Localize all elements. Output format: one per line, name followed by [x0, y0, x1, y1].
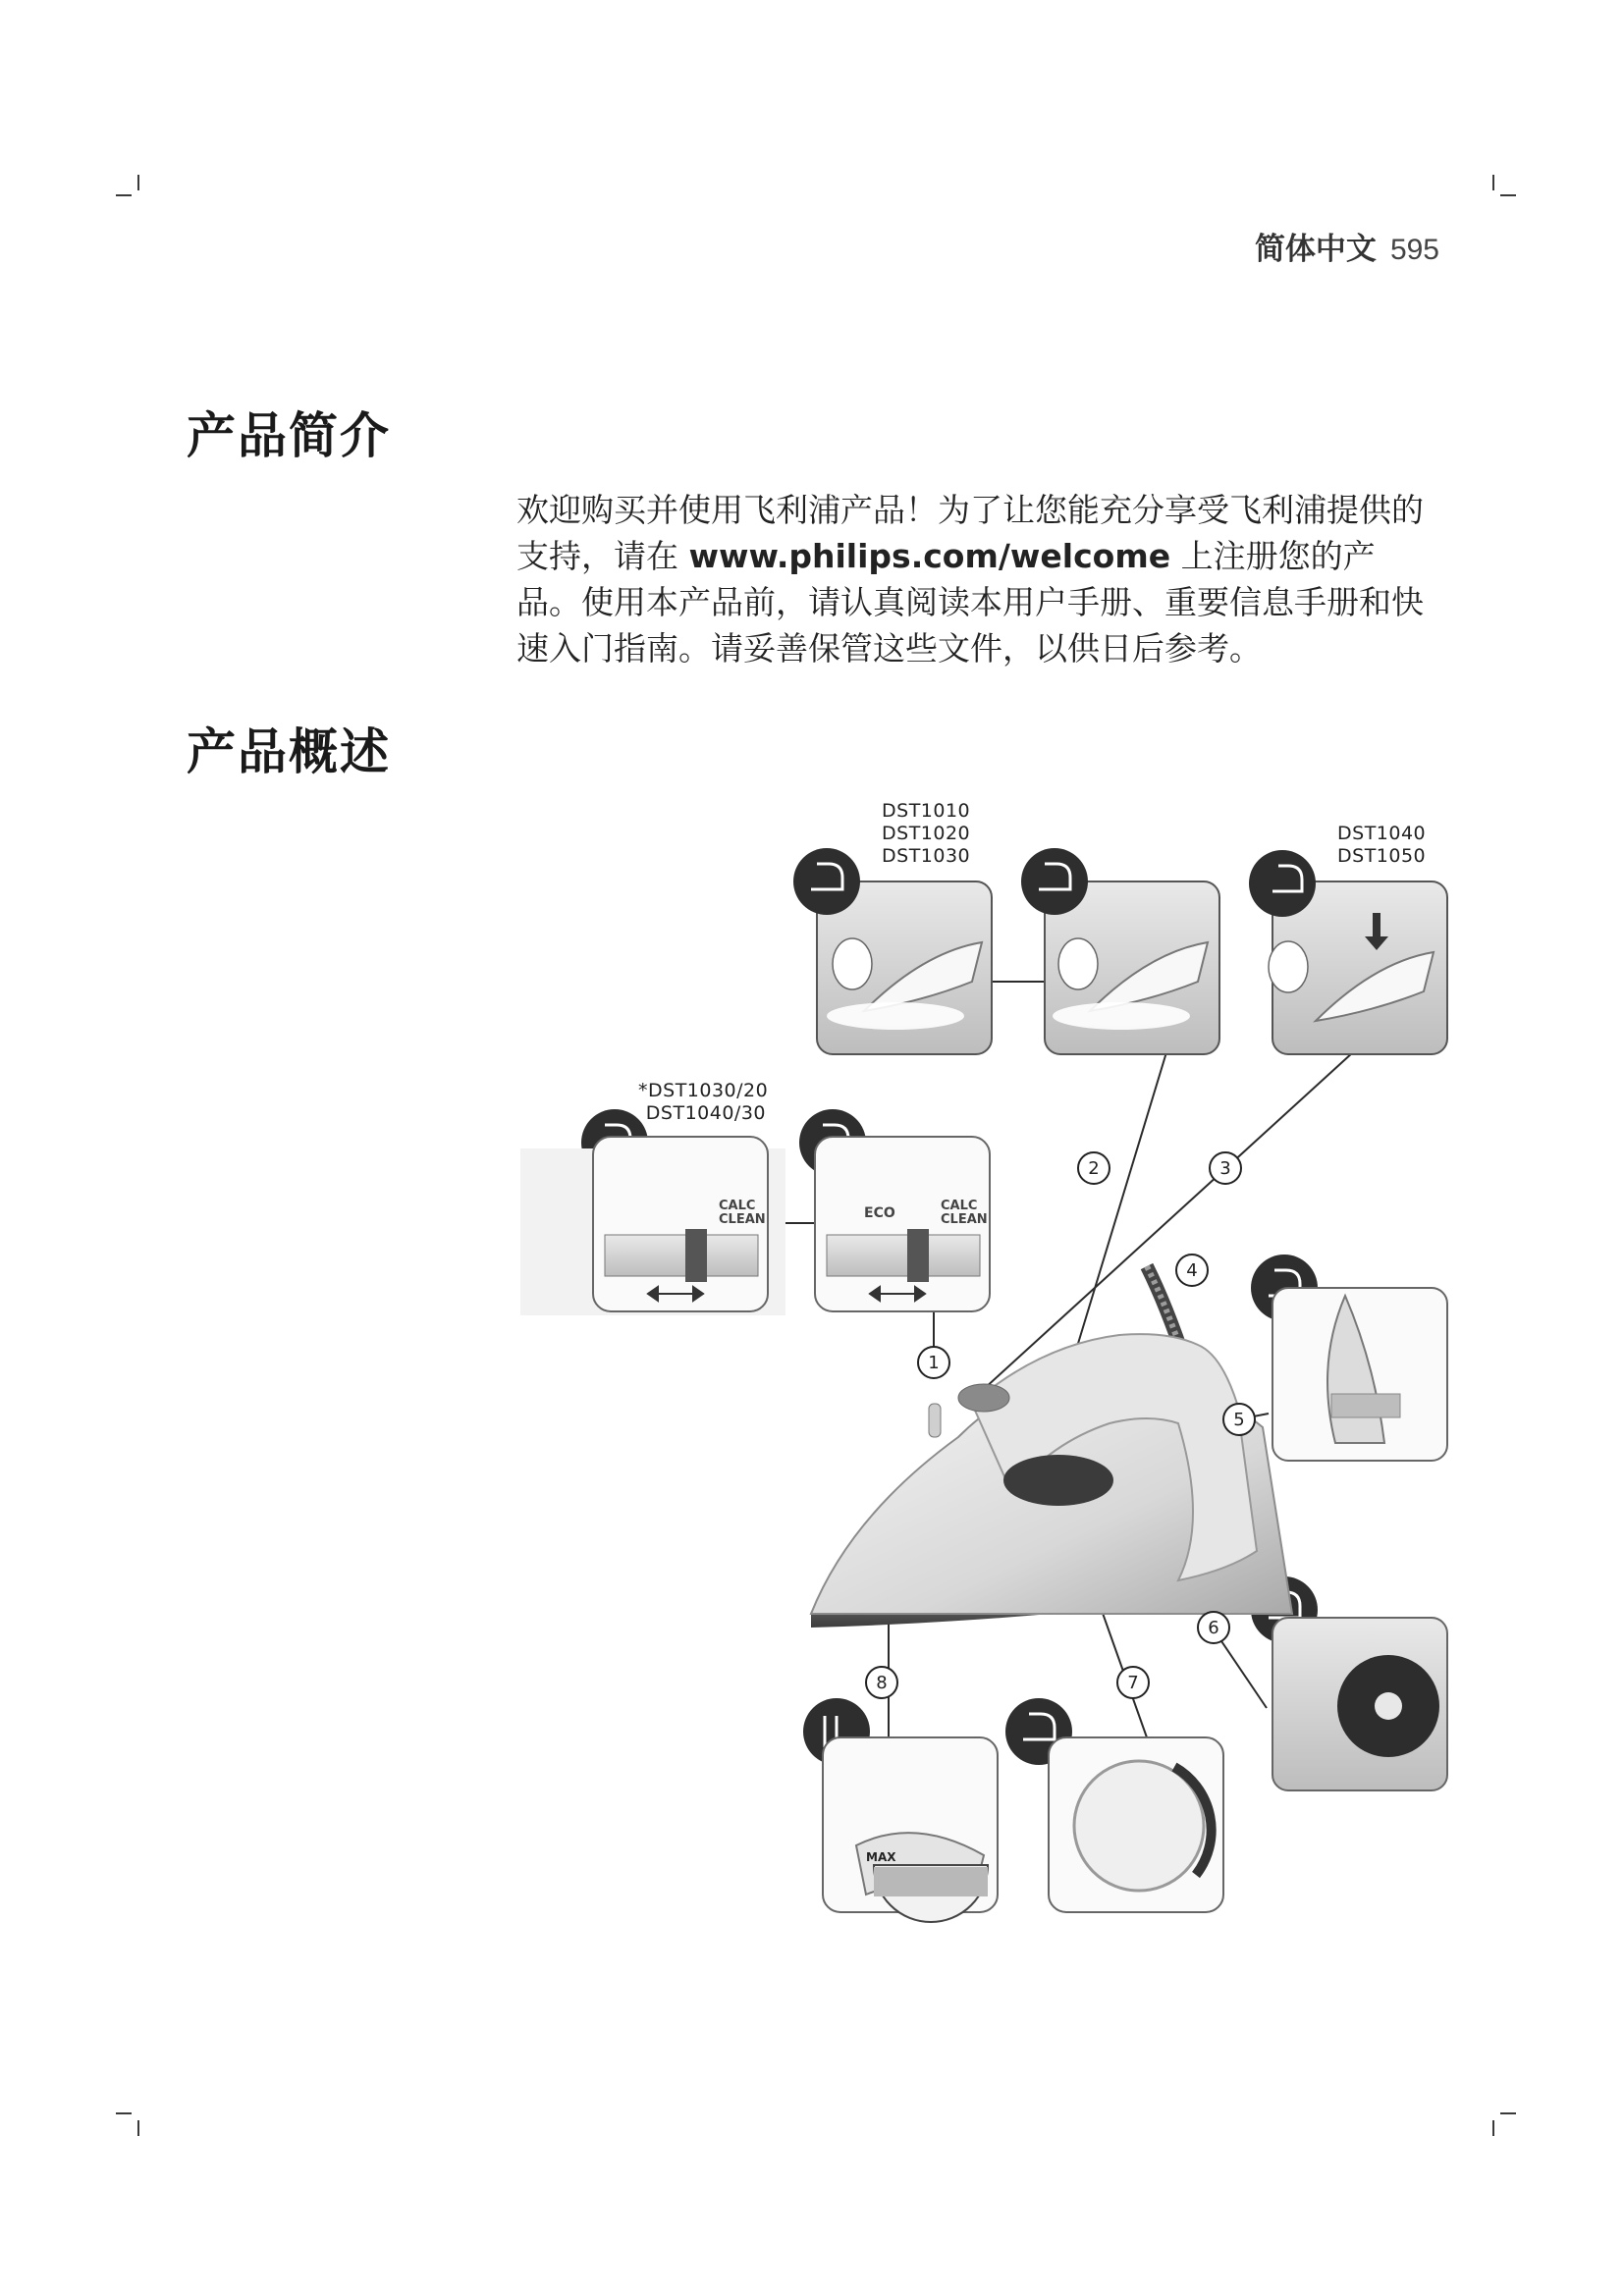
- header-language: 简体中文: [1254, 232, 1377, 267]
- callout-number: 4: [1186, 1260, 1198, 1281]
- eco-label: ECO: [864, 1205, 895, 1221]
- registration-url[interactable]: www.philips.com/welcome: [688, 537, 1171, 575]
- model-label: DST1040/30: [645, 1102, 766, 1124]
- panel-soleplate: [1272, 1288, 1447, 1461]
- clean-label: CLEAN: [719, 1212, 766, 1227]
- callout-number: 6: [1208, 1618, 1219, 1638]
- model-label: DST1030: [882, 845, 971, 867]
- panel-temperature-dial: [1049, 1737, 1223, 1912]
- model-label: DST1050: [1337, 845, 1427, 867]
- section-title-introduction: 产品简介: [187, 407, 391, 464]
- callout-number: 8: [876, 1673, 888, 1693]
- panel-steam-control-1: [593, 1137, 768, 1311]
- model-label: DST1010: [882, 800, 971, 822]
- model-label: DST1020: [882, 823, 971, 844]
- callout-number: 3: [1219, 1158, 1231, 1179]
- panel-steam-control-2: [815, 1137, 990, 1311]
- model-label: DST1040: [1337, 823, 1427, 844]
- iron-body: [811, 1334, 1292, 1628]
- model-label: *DST1030/20: [638, 1080, 769, 1101]
- panel-water-filling: [823, 1737, 998, 1922]
- callout-number: 5: [1233, 1410, 1245, 1430]
- section-title-overview: 产品概述: [187, 723, 391, 780]
- clean-label: CLEAN: [941, 1212, 988, 1227]
- intro-text-before-url: 欢迎购买并使用飞利浦产品！为了让您能充分享受飞利浦提供的支持，请在: [516, 491, 1424, 575]
- max-label: MAX: [866, 1850, 896, 1864]
- calc-label: CALC: [719, 1199, 756, 1213]
- intro-text-after-url: 上注册您的产品。使用本产品前，请认真阅读本用户手册、重要信息手册和快速入门指南。请妥善保管这些文件，以供日后参考。: [516, 537, 1424, 667]
- calc-label: CALC: [941, 1199, 978, 1213]
- callout-number: 7: [1127, 1673, 1139, 1693]
- panel-water-tank: [1272, 1618, 1447, 1790]
- callout-number: 1: [928, 1353, 940, 1373]
- callout-number: 2: [1088, 1158, 1100, 1179]
- page-number: 595: [1389, 234, 1439, 266]
